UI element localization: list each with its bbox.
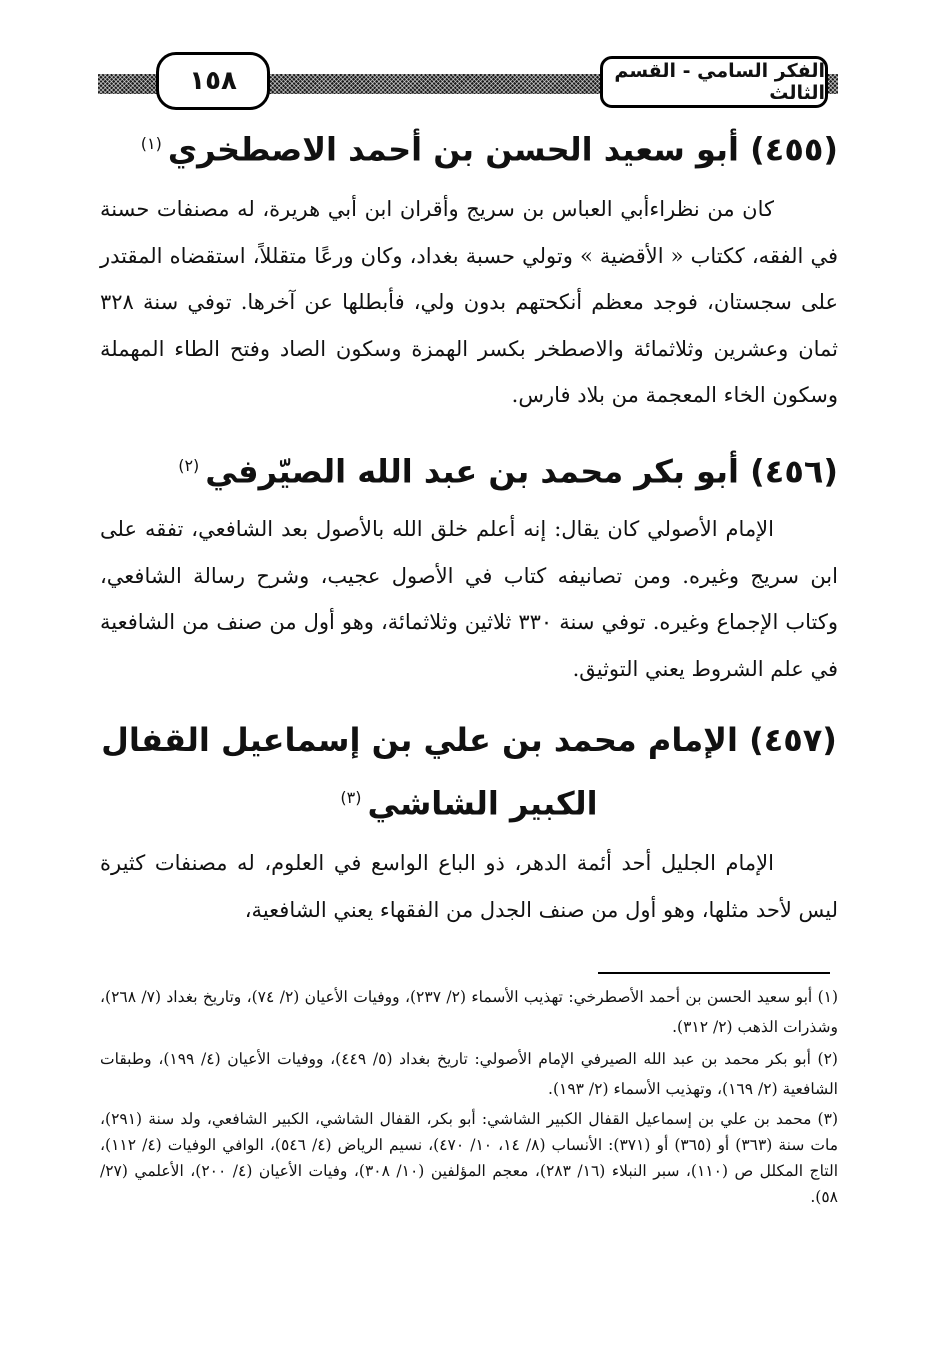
paragraph: كان من نظراءأبي العباس بن سريج وأقران ابن أبي هريرة، له مصنفات حسنة في الفقه، ككتاب « الأقضية » وتولي حسبة بغداد، وكان ورعًا متقللاً، استقضاه المقتدر على سجستان، فوجد معظم أنكحتهم بدون ولي، فأبطلها عن آخرها. توفي سنة ٣٢٨ ثمان وعشرين وثلاثمائة والاصطخر بكسر الهمزة وسكون الصاد وفتح الطاء المهملة وسكون الخاء المعجمة من بلاد فارس. (100, 197, 838, 407)
paragraph: الإمام الجليل أحد أئمة الدهر، ذو الباع الواسع في العلوم، له مصنفات كثيرة ليس لأحد مثلها، وهو أول من صنف الجدل من الفقهاء يعني الشافعية، (100, 851, 838, 922)
footnote-ref: (١) (140, 134, 162, 153)
footnotes (100, 982, 838, 1212)
footnote-separator (598, 972, 830, 974)
footnote-ref: (٢) (178, 456, 200, 475)
entry-title: (٤٥٦) أبو بكر محمد بن عبد الله الصيّرفي (205, 452, 838, 491)
entry-text-456 (100, 506, 838, 692)
entry-text-455 (100, 186, 838, 419)
footnote-ref: (٣) (340, 788, 362, 807)
entry-text-457 (100, 840, 838, 933)
entry-heading-457 (100, 714, 838, 766)
entry-title: (٤٥٧) الإمام محمد بن علي بن إسماعيل القفال (101, 721, 837, 759)
footnote-3: (٣) محمد بن علي بن إسماعيل القفال الكبير الشاشي: أبو بكر، القفال الشاشي، الكبير الشافعي، ولد سنة (٢٩١)، مات سنة (٣٦٣) أو (٣٦٥) أو (٣٧١): الأنساب (٨/ ١٤، ١٠/ ٤٧٠)، نسيم الرياض (٤/ ٥٤٦)، الوافي الوفيات (٤/ ١١٢)، التاج المكلل ص (١١٠)، سبر النبلاء (١٦/ ٢٨٣)، معجم المؤلفين (١٠/ ٣٠٨)، وفيات الأعيان (٤/ ٢٠٠)، الأعلمي (٢٧/ ٥٨). (100, 1110, 839, 1206)
paragraph: الإمام الأصولي كان يقال: إنه أعلم خلق الله بالأصول بعد الشافعي، تفقه على ابن سريج وغيره. ومن تصانيفه كتاب في الأصول عجيب، وشرح رسالة الشافعي، وكتاب الإجماع وغيره. توفي سنة ٣٣٠ ثلاثين وثلاثمائة، وهو أول من صنف من الشافعية في علم الشروط يعني التوثيق. (100, 517, 838, 681)
entry-heading-455 (100, 118, 838, 176)
entry-heading-457-line2 (100, 772, 838, 830)
footnote-2: (٢) أبو بكر محمد بن عبد الله الصيرفي الإمام الأصولي: تاريخ بغداد (٥/ ٤٤٩)، ووفيات الأعيان (٤/ ١٩٩)، وطبقات الشافعية (٢/ ١٦٩)، وتهذيب الأسماء (٢/ ١٩٣). (100, 1050, 838, 1098)
page-number: ١٥٨ (156, 52, 270, 110)
entry-title: (٤٥٥) أبو سعيد الحسن بن أحمد الاصطخري (167, 130, 838, 169)
page-header (98, 52, 838, 112)
footnote-1: (١) أبو سعيد الحسن بن أحمد الأصطرخي: تهذيب الأسماء (٢/ ٢٣٧)، ووفيات الأعيان (٢/ ٧٤)، وتاريخ بغداد (٧/ ٢٦٨)، وشذرات الذهب (٢/ ٣١٢). (100, 988, 839, 1036)
entry-heading-456 (100, 440, 838, 498)
running-title: الفكر السامي - القسم الثالث (600, 56, 828, 108)
entry-title-continued: الكبير الشاشي (367, 784, 598, 823)
